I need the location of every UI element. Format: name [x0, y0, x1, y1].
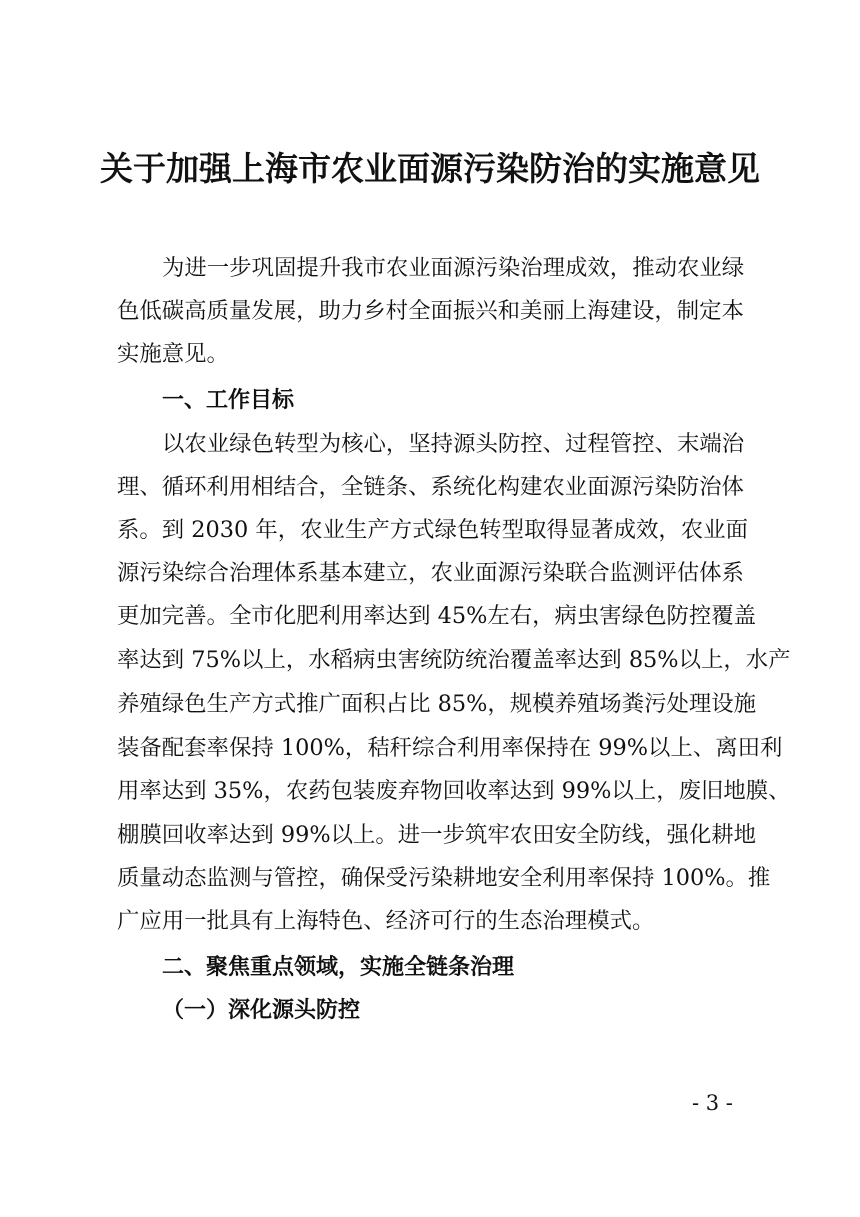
- body-line: 广应用一批具有上海特色、经济可行的生态治理模式。: [117, 908, 655, 934]
- body-line: 装备配套率保持 100%，秸秆综合利用率保持在 99%以上、离田利: [117, 735, 783, 761]
- page-title: 关于加强上海市农业面源污染防治的实施意见: [100, 149, 760, 188]
- body-line: 率达到 75%以上，水稻病虫害统防统治覆盖率达到 85%以上，水产: [117, 647, 791, 673]
- body-line: 为进一步巩固提升我市农业面源污染治理成效，推动农业绿: [162, 255, 745, 281]
- body-line: 质量动态监测与管控，确保受污染耕地安全利用率保持 100%。推: [117, 865, 771, 891]
- body-line: 养殖绿色生产方式推广面积占比 85%，规模养殖场粪污处理设施: [117, 691, 757, 717]
- body-line: 用率达到 35%，农药包装废弃物回收率达到 99%以上，废旧地膜、: [117, 778, 791, 804]
- section-heading: 一、工作目标: [162, 388, 295, 413]
- body-line: 实施意见。: [117, 341, 229, 367]
- body-line: 源污染综合治理体系基本建立，农业面源污染联合监测评估体系: [117, 560, 744, 586]
- body-line: 理、循环利用相结合，全链条、系统化构建农业面源污染防治体: [117, 474, 744, 500]
- body-line: 更加完善。全市化肥利用率达到 45%左右，病虫害绿色防控覆盖: [117, 603, 757, 629]
- subsection-heading: （一）深化源头防控: [162, 998, 361, 1023]
- body-line: 以农业绿色转型为核心，坚持源头防控、过程管控、末端治: [162, 431, 745, 457]
- page-number: - 3 -: [692, 1091, 733, 1115]
- body-line: 色低碳高质量发展，助力乡村全面振兴和美丽上海建设，制定本: [117, 298, 744, 324]
- body-line: 棚膜回收率达到 99%以上。进一步筑牢农田安全防线，强化耕地: [117, 822, 757, 848]
- section-heading: 二、聚焦重点领域，实施全链条治理: [162, 955, 515, 980]
- body-line: 系。到 2030 年，农业生产方式绿色转型取得显著成效，农业面: [117, 517, 748, 543]
